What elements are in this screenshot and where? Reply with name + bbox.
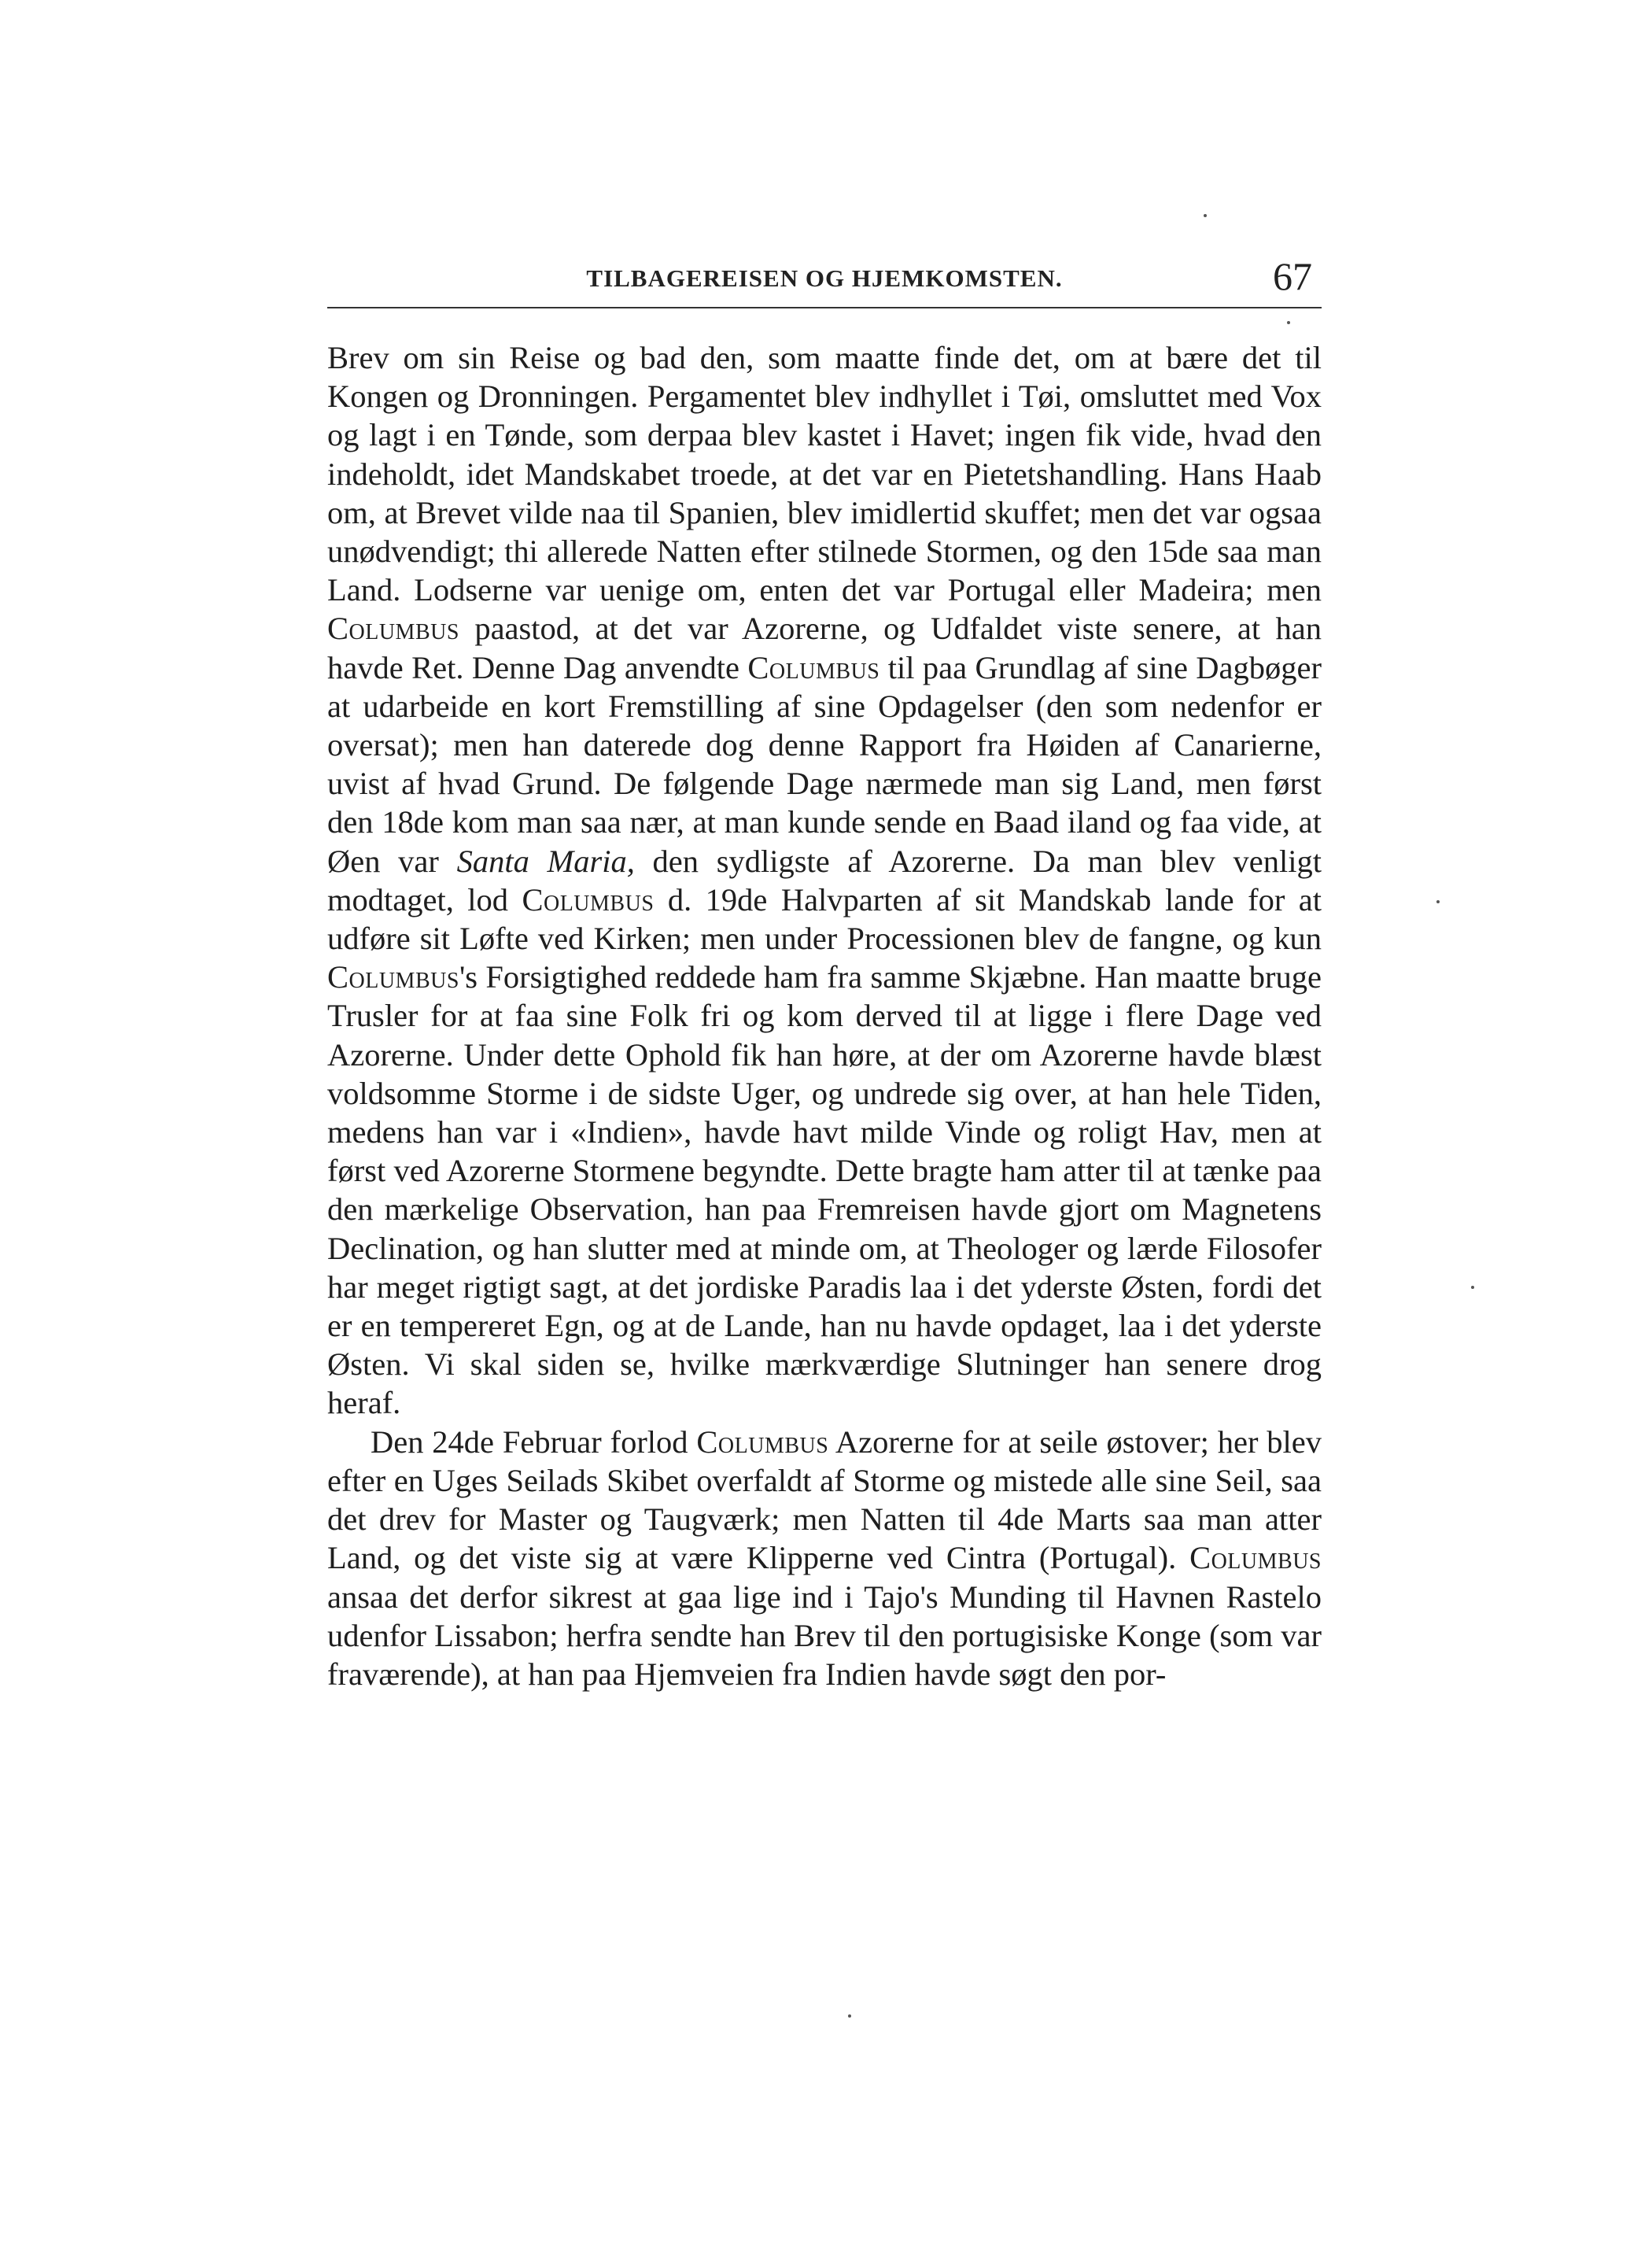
person-name: Columbus — [1189, 1540, 1322, 1576]
person-name: Columbus — [696, 1423, 829, 1460]
paper-speck — [1204, 214, 1207, 217]
paper-speck — [1436, 900, 1440, 903]
person-name: Columbus — [327, 611, 459, 647]
text-run: ansaa det derfor sikrest at gaa lige ind i Tajo's Munding til Havnen Rastelo udenfor Lissabon; herfra sendte han Brev til den portugisiske Konge (som var fraværende), at han paa Hjemveien fra Indien havde søgt den por- — [327, 1578, 1322, 1692]
person-name: Columbus — [522, 881, 655, 918]
paragraph-2 — [327, 1423, 1322, 1693]
text-run: paastod, at det var Azorerne, og Udfaldet viste senere, at han havde Ret. Denne Dag anvendte — [327, 611, 1322, 685]
island-name: Santa Maria, — [456, 843, 635, 879]
body-text — [327, 338, 1322, 1693]
text-run: 's Forsigtighed reddede ham fra samme Skjæbne. Han maatte bruge Trusler for at faa sine Folk fri og kom derved til at ligge i flere Dage ved Azorerne. Under dette Ophold fik han høre, at der om Azorerne havde blæst voldsomme Storme i de sidste Uger, og undrede sig over, at han hele Tiden, medens han var i «Indien», havde havt milde Vinde og roligt Hav, men at først ved Azorerne Stormene begyndte. Dette bragte ham atter til at tænke paa den mærkelige Observation, han paa Fremreisen havde gjort om Magnetens Declination, og han slutter med at minde om, at Theologer og lærde Filosofer har meget rigtigt sagt, at det jordiske Paradis laa i det yderste Østen, fordi det er en tempereret Egn, og at de Lande, han nu havde opdaget, laa i det yderste Østen. Vi skal siden se, hvilke mærkværdige Slutninger han senere drog heraf. — [327, 959, 1322, 1421]
paragraph-1 — [327, 338, 1322, 1423]
header-rule — [327, 307, 1322, 308]
text-run: Den 24de Februar forlod — [371, 1423, 697, 1460]
paper-speck — [848, 2014, 851, 2018]
text-run: Azorerne for at seile østover; her blev efter en Uges Seilads Skibet overfaldt af Storme og mistede alle sine Seil, saa det drev for Master og Taugværk; men Natten til 4de Marts saa man atter Land, og det viste sig at være Klipperne ved Cintra (Portugal). — [327, 1423, 1322, 1576]
page-header — [327, 250, 1322, 305]
running-head: TILBAGEREISEN OG HJEMKOMSTEN. — [586, 264, 1063, 292]
person-name: Columbus — [327, 959, 459, 995]
person-name: Columbus — [747, 649, 880, 685]
paper-speck — [1471, 1286, 1474, 1289]
text-run: Brev om sin Reise og bad den, som maatte finde det, om at bære det til Kongen og Dronningen. Pergamentet blev indhyllet i Tøi, omsluttet med Vox og lagt i en Tønde, som derpaa blev kastet i Havet; ingen fik vide, hvad den indeholdt, idet Mandskabet troede, at det var en Pietetshandling. Hans Haab om, at Brevet vilde naa til Spanien, blev imidlertid skuffet; men det var ogsaa unødvendigt; thi allerede Natten efter stilnede Stormen, og den 15de saa man Land. Lodserne var uenige om, enten det var Portugal eller Madeira; men — [327, 340, 1322, 608]
text-run: d. 19de Halvparten af sit Mandskab lande for at udføre sit Løfte ved Kirken; men under Processionen blev de fangne, og kun — [327, 881, 1322, 957]
text-run: til paa Grundlag af sine Dagbøger at udarbeide en kort Fremstilling af sine Opdagelser (den som nedenfor er oversat); men han daterede dog denne Rapport fra Høiden af Canarierne, uvist af hvad Grund. De følgende Dage nærmede man sig Land, men først den 18de kom man saa nær, at man kunde sende en Baad iland og faa vide, at Øen var — [327, 649, 1322, 879]
page-number: 67 — [1273, 254, 1312, 298]
text-run: den sydligste af Azorerne. Da man blev venligt modtaget, lod — [327, 843, 1322, 918]
paper-speck — [1287, 321, 1290, 324]
